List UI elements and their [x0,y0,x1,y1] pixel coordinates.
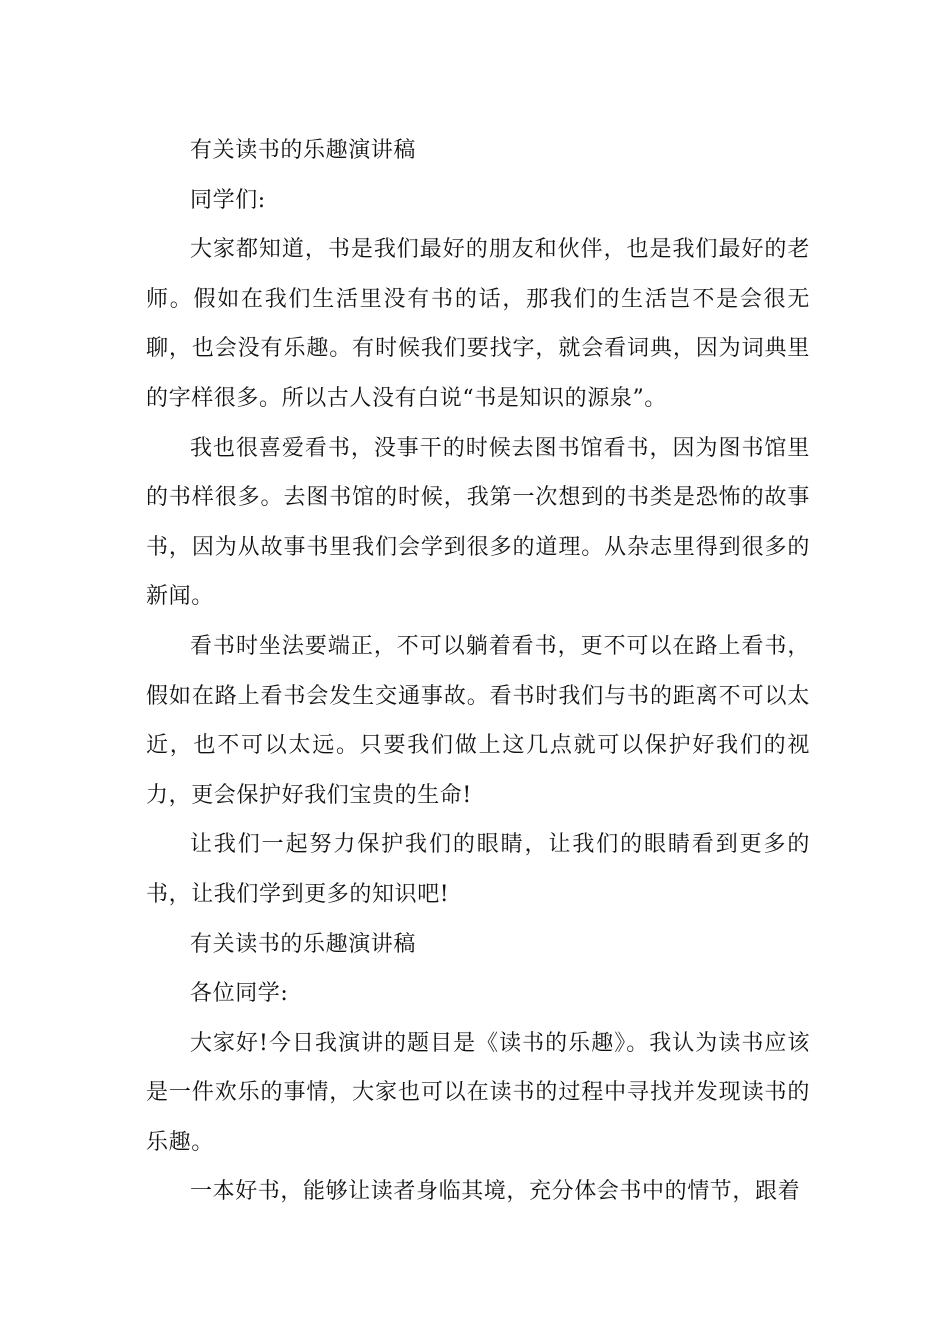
body-paragraph: 大家都知道，书是我们最好的朋友和伙伴，也是我们最好的老师。假如在我们生活里没有书的话，那我们的生活岂不是会很无聊，也会没有乐趣。有时候我们要找字，就会看词典，因为词典里的字样很多。所以古人没有白说“书是知识的源泉”。 [146,237,810,411]
body-paragraph: 让我们一起努力保护我们的眼睛，让我们的眼睛看到更多的书，让我们学到更多的知识吧! [146,832,810,907]
speech-title-2: 有关读书的乐趣演讲稿 [190,931,417,957]
body-paragraph: 一本好书，能够让读者身临其境，充分体会书中的情节，跟着 [190,1179,801,1205]
body-paragraph: 我也很喜爱看书，没事干的时候去图书馆看书，因为图书馆里的书样很多。去图书馆的时候，我第一次想到的书类是恐怖的故事书，因为从故事书里我们会学到很多的道理。从杂志里得到很多的新闻。 [146,435,810,610]
document-body [146,126,810,1217]
speech-title-1: 有关读书的乐趣演讲稿 [190,138,417,163]
body-paragraph: 看书时坐法要端正，不可以躺着看书，更不可以在路上看书，假如在路上看书会发生交通事故。看书时我们与书的距离不可以太近，也不可以太远。只要我们做上这几点就可以保护好我们的视力，更会保护好我们宝贵的生命! [146,633,810,808]
salutation-2: 各位同学: [190,981,289,1007]
body-paragraph: 大家好!今日我演讲的题目是《读书的乐趣》。我认为读书应该是一件欢乐的事情，大家也可以在读书的过程中寻找并发现读书的乐趣。 [146,1030,810,1155]
salutation-1: 同学们: [190,187,266,213]
